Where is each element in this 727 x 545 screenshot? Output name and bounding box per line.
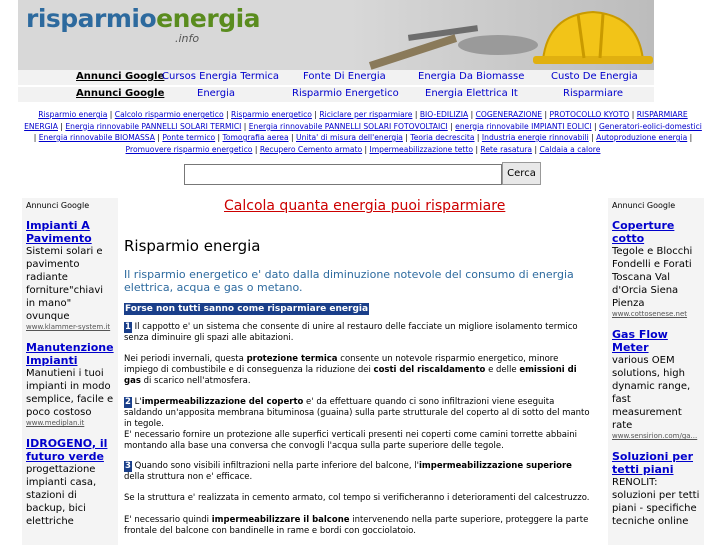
ad-link[interactable]: Energia Da Biomasse [418, 71, 525, 82]
ad-link[interactable]: Risparmiare [563, 88, 624, 99]
ad-title[interactable]: Manutenzione Impianti [26, 341, 114, 367]
paragraph-text: di scarico nell'atmosfera. [140, 376, 251, 386]
nav-separator: | [468, 110, 476, 119]
ad-bar-label[interactable]: Annunci Google [76, 88, 165, 99]
search-button[interactable]: Cerca [502, 162, 541, 185]
nav-link[interactable]: Teoria decrescita [410, 133, 475, 142]
nav-link[interactable]: Ponte termico [162, 133, 216, 142]
ad-text: various OEM solutions, high dynamic range, fast measurement rate [612, 355, 691, 431]
step-number: 3 [125, 461, 131, 471]
site-nav-links [22, 109, 704, 155]
ad-text: Sistemi solari e pavimento radiante forniture"chiavi in mano" ovunque [26, 246, 104, 322]
nav-link[interactable]: Impermeabilizzazione tetto [369, 144, 474, 154]
bold-term: costi del riscaldamento [373, 365, 486, 375]
nav-separator: | [588, 133, 597, 142]
step-number: 2 [125, 397, 131, 407]
nav-separator: | [252, 144, 260, 154]
nav-separator: | [687, 133, 693, 142]
nav-link[interactable]: Energia rinnovabile PANNELLI SOLARI FOTOVOLTAICI [248, 121, 448, 131]
nav-link[interactable]: Unita' di misura dell'energia [296, 133, 403, 142]
paragraph-1 [124, 322, 594, 344]
ad-link[interactable]: Cursos Energia Termica [162, 71, 279, 82]
nav-separator: | [311, 110, 320, 119]
nav-separator: | [223, 110, 231, 119]
nav-separator: | [474, 133, 482, 142]
logo-part1: risparmio [26, 4, 157, 33]
nav-separator: | [447, 121, 456, 131]
ad-title[interactable]: IDROGENO, il futuro verde [26, 437, 108, 463]
ads-by-google-label[interactable]: Annunci Google [26, 201, 90, 210]
nav-separator: | [362, 144, 370, 154]
nav-link[interactable]: Industria energie rinnovabili [481, 133, 589, 142]
nav-separator: | [591, 121, 600, 131]
step-number: 1 [125, 322, 131, 332]
bold-term: emissioni di gas [124, 365, 577, 386]
calculate-savings-link[interactable]: Calcola quanta energia puoi risparmiare [224, 198, 506, 214]
nav-link[interactable]: Energia rinnovabile PANNELLI SOLARI TERMICI [65, 121, 242, 131]
paragraph-text: della struttura non e' efficace. [124, 472, 253, 482]
paragraph-6: Se la struttura e' realizzata in cemento armato, col tempo si verificheranno i deterioramenti del calcestruzzo. [124, 493, 590, 503]
ad-link[interactable]: Fonte Di Energia [303, 71, 386, 82]
nav-link[interactable]: BIO-EDILIZIA [419, 110, 469, 119]
nav-link[interactable]: Risparmio energia [38, 110, 108, 119]
left-ad-column [22, 198, 118, 545]
logo-part2: energia [156, 4, 261, 33]
ad-url[interactable]: www.mediplan.it [26, 419, 85, 427]
article-intro: Il risparmio energetico e' dato dalla diminuzione notevole del consumo di energia elettrica, acqua e gas o metano. [124, 268, 574, 294]
nav-separator: | [215, 133, 223, 142]
nav-separator: | [402, 133, 411, 142]
ad-text: Tegole e Blocchi Fondelli e Forati Toscana Val d'Orcia Siena Pienza [612, 246, 693, 309]
ad-bar-top [18, 70, 654, 85]
nav-link[interactable]: Recupero Cemento armato [259, 144, 363, 154]
paragraph-text: e' da effettuare quando ci sono infiltrazioni viene eseguita saldando un'apposita membrana bituminosa (guaina) sulla parte strutturale del coperto al di sotto del manto in tegole. [124, 397, 590, 429]
ad-bar-label[interactable]: Annunci Google [76, 71, 165, 82]
paragraph-2 [124, 354, 594, 387]
nav-separator: | [532, 144, 540, 154]
nav-separator: | [33, 133, 39, 142]
ad-title[interactable]: Coperture cotto [612, 219, 675, 245]
site-header [18, 0, 654, 70]
nav-link[interactable]: Tomografia aerea [222, 133, 289, 142]
ad-link[interactable]: Risparmio Energetico [292, 88, 399, 99]
section-heading: Forse non tutti sanno come risparmiare energia [125, 304, 369, 314]
ad-link[interactable]: Energia Elettrica It [425, 88, 518, 99]
paragraph-7 [124, 515, 594, 537]
paragraph-3 [124, 397, 594, 430]
nav-link[interactable]: Promuovere risparmio energetico [125, 144, 253, 154]
ad-url[interactable]: www.sensirion.com/ga... [612, 432, 698, 440]
nav-separator: | [57, 121, 66, 131]
nav-separator: | [107, 110, 115, 119]
nav-link[interactable]: Energia rinnovabile BIOMASSA [38, 133, 155, 142]
nav-separator: | [542, 110, 550, 119]
search-input[interactable] [184, 164, 502, 185]
nav-link[interactable]: Risparmio energetico [231, 110, 312, 119]
nav-separator: | [473, 144, 481, 154]
paragraph-text: L' [131, 397, 142, 407]
ad-bar-second [18, 87, 654, 102]
page-title: Risparmio energia [124, 237, 261, 255]
nav-separator: | [629, 110, 637, 119]
nav-link[interactable]: Riciclare per risparmiare [319, 110, 413, 119]
nav-separator: | [288, 133, 297, 142]
nav-link[interactable]: Rete rasatura [480, 144, 533, 154]
site-logo[interactable] [26, 4, 260, 33]
bold-term: protezione termica [246, 354, 338, 364]
bold-term: impermeabilizzazione del coperto [141, 397, 304, 407]
paragraph-text: Il cappotto e' un sistema che consente di unire al restauro delle facciate un migliore isolamento termico senza diminuire gli spazi alle abitazioni. [124, 322, 578, 343]
nav-link[interactable]: PROTOCOLLO KYOTO [549, 110, 630, 119]
ad-text: RENOLIT: soluzioni per tetti piani - specifiche tecniche online [612, 477, 700, 527]
ad-text: Manutieni i tuoi impianti in modo semplice, facile e poco costoso [26, 368, 114, 418]
header-image-helmet-tools [348, 0, 654, 70]
ad-link[interactable]: Custo De Energia [551, 71, 638, 82]
ad-title[interactable]: Impianti A Pavimento [26, 219, 92, 245]
nav-link[interactable]: Caldaia a calore [539, 144, 601, 154]
paragraph-4: E' necessario fornire un protezione alle superfici verticali presenti nei coperti come camini torrette abbaini montando alla base una conversa che convogli l'acqua sulla parte superiore delle tegole. [124, 430, 578, 451]
ads-by-google-label[interactable]: Annunci Google [612, 201, 676, 210]
nav-link[interactable]: energia rinnovabile IMPIANTI EOLICI [455, 121, 592, 131]
nav-link[interactable]: COGENERAZIONE [475, 110, 543, 119]
nav-link[interactable]: Autoproduzione energia [596, 133, 688, 142]
paragraph-text: e delle [485, 365, 520, 375]
paragraph-text: consente un notevole risparmio energetico, minore impiego di combustibile e di conseguenza la riduzione dei [124, 354, 559, 375]
nav-separator: | [154, 133, 163, 142]
ad-title[interactable]: Gas Flow Meter [612, 328, 668, 354]
nav-link[interactable]: RISPARMIARE ENERGIA [24, 110, 688, 131]
paragraph-text: Nei periodi invernali, questa [124, 354, 247, 364]
nav-link[interactable]: Calcolo risparmio energetico [114, 110, 224, 119]
ad-link[interactable]: Energia [197, 88, 235, 99]
paragraph-text: E' necessario quindi [124, 515, 212, 525]
paragraph-text: intervenendo nella parte superiore, proteggere la parte frontale del balcone con bandinelle in rame e bordi con gocciolatoio. [124, 515, 589, 536]
ad-title[interactable]: Soluzioni per tetti piani [612, 450, 694, 476]
logo-sub: .info [175, 32, 200, 45]
bold-term: impermeabilizzare il balcone [211, 515, 350, 525]
ad-text: progettazione impianti casa, stazioni di backup, bici elettriche [26, 464, 97, 527]
nav-link[interactable]: Generatori-eolici-domestici [599, 121, 702, 131]
nav-separator: | [241, 121, 249, 131]
bold-term: impermeabilizzazione superiore [418, 461, 572, 471]
ad-url[interactable]: www.klammer-system.it [26, 323, 111, 331]
paragraph-5 [124, 461, 594, 483]
nav-separator: | [412, 110, 420, 119]
paragraph-text: Quando sono visibili infiltrazioni nella parte inferiore del balcone, l' [131, 461, 419, 471]
ad-url[interactable]: www.cottosenese.net [612, 310, 688, 318]
right-ad-column [608, 198, 704, 545]
